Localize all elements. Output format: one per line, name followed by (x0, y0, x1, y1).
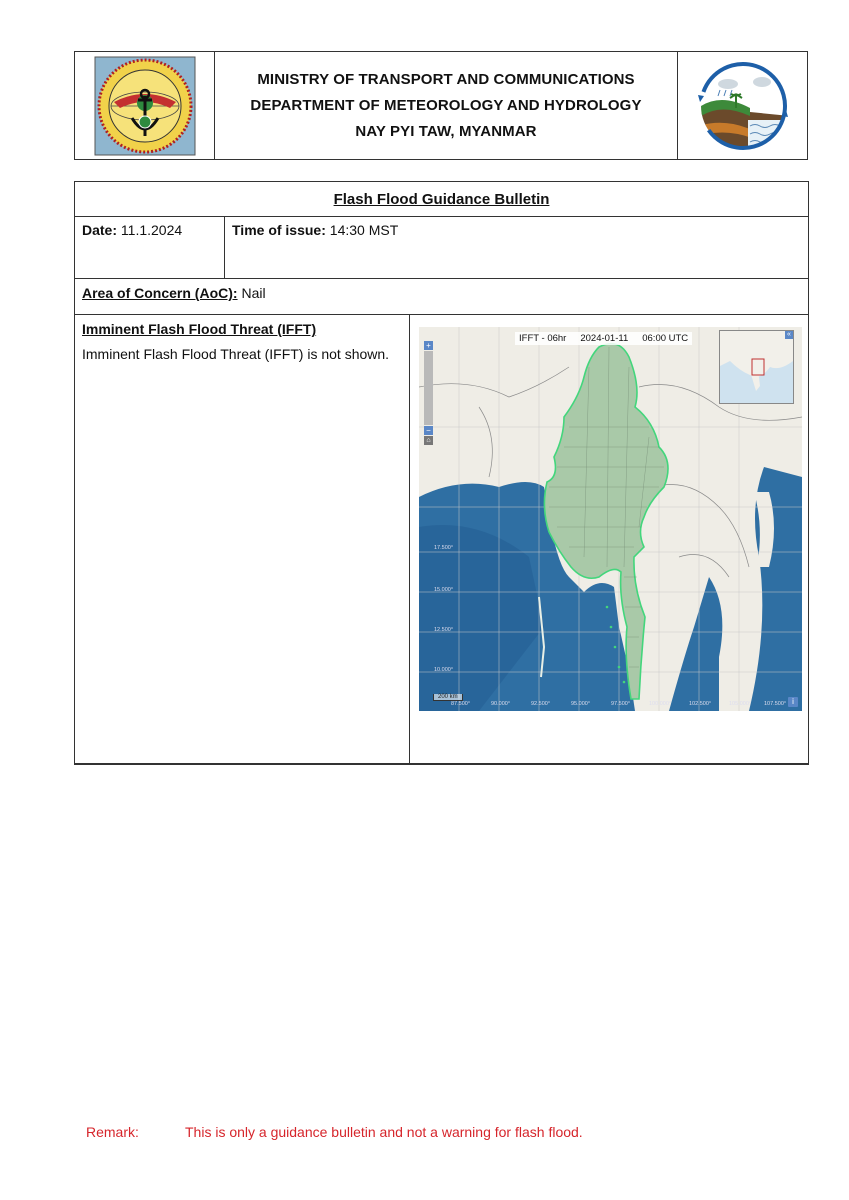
zoom-slider[interactable] (424, 351, 433, 425)
date-time-row (75, 217, 808, 279)
zoom-reset-button[interactable]: ⌂ (424, 436, 433, 445)
ifft-cell (75, 315, 410, 763)
ifft-row (75, 315, 808, 764)
header-title (215, 52, 677, 159)
date-cell (75, 217, 225, 278)
zoom-in-button[interactable]: + (424, 341, 433, 350)
lat-tick: 10.000° (434, 667, 454, 673)
lon-tick: 90.000° (491, 701, 511, 707)
map-title-bar (515, 332, 692, 345)
header-line-department: DEPARTMENT OF METEOROLOGY AND HYDROLOGY (250, 97, 642, 114)
lon-tick: 95.000° (571, 701, 591, 707)
ministry-emblem-icon (94, 56, 196, 156)
lon-tick: 102.500° (689, 701, 712, 707)
bulletin-title: Flash Flood Guidance Bulletin (333, 190, 550, 208)
map-time: 06:00 UTC (642, 333, 689, 344)
overview-map[interactable] (719, 330, 794, 404)
dmh-logo-cell (677, 52, 807, 159)
remark-label: Remark: (86, 1124, 139, 1140)
aoc-value: Nail (241, 285, 266, 301)
hydrology-cycle-icon (690, 56, 796, 156)
zoom-out-button[interactable]: − (424, 426, 433, 435)
date-label: Date: (82, 222, 118, 238)
time-value: 14:30 MST (329, 222, 399, 238)
remark (86, 1124, 583, 1140)
ifft-heading: Imminent Flash Flood Threat (IFFT) (82, 321, 317, 337)
map-date: 2024-01-11 (580, 333, 629, 344)
header-line-location: NAY PYI TAW, MYANMAR (355, 123, 537, 140)
bulletin-title-row (75, 182, 808, 217)
map-product: IFFT - 06hr (519, 333, 567, 344)
overview-toggle-button[interactable]: « (785, 331, 793, 339)
lon-tick: 92.500° (531, 701, 551, 707)
lat-tick: 15.000° (434, 587, 454, 593)
lon-tick: 97.500° (611, 701, 631, 707)
overview-map-canvas (720, 331, 793, 403)
remark-text: This is only a guidance bulletin and not a warning for flash flood. (185, 1124, 583, 1140)
header-line-ministry: MINISTRY OF TRANSPORT AND COMMUNICATIONS (257, 71, 635, 88)
lat-tick: 12.500° (434, 627, 454, 633)
ifft-map[interactable] (419, 327, 802, 711)
zoom-control (424, 341, 433, 445)
time-label: Time of issue: (232, 222, 326, 238)
lon-tick: 100.000° (649, 701, 672, 707)
bulletin-table (74, 181, 809, 765)
lon-tick: 107.500° (764, 701, 787, 707)
ministry-logo-cell (75, 52, 215, 159)
lon-tick: 87.500° (451, 701, 471, 707)
lon-tick: 105.000° (729, 701, 752, 707)
aoc-row (75, 279, 808, 315)
scale-bar: 200 km (433, 694, 463, 701)
letterhead (74, 51, 808, 160)
lat-tick: 17.500° (434, 545, 454, 551)
date-value: 11.1.2024 (120, 222, 183, 238)
ifft-text: Imminent Flash Flood Threat (IFFT) is not shown. (82, 346, 390, 362)
aoc-label: Area of Concern (AoC): (82, 285, 238, 301)
time-cell (225, 217, 808, 288)
info-icon[interactable]: i (788, 697, 798, 707)
